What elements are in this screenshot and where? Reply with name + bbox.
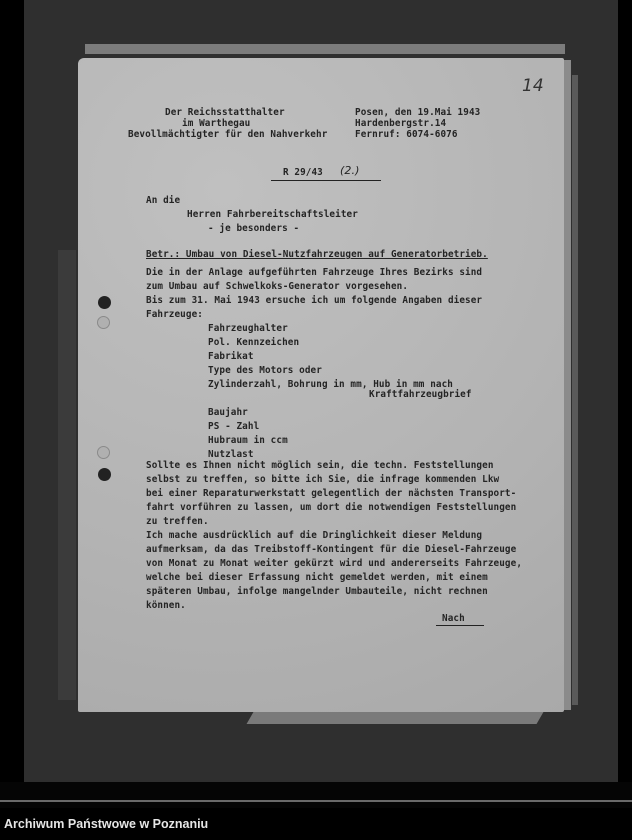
list-item: Fahrzeughalter	[208, 323, 288, 334]
scan-artifact-line	[0, 800, 632, 802]
handwritten-page-number: 14	[522, 76, 544, 96]
list-item: Nutzlast	[208, 449, 254, 460]
sender-line-2: im Warthegau	[182, 118, 251, 129]
list-item: Type des Motors oder	[208, 365, 322, 376]
recipient-line-3: - je besonders -	[208, 223, 300, 234]
page-stack-edge-bottom	[247, 712, 544, 724]
list-item: Zylinderzahl, Bohrung in mm, Hub in mm nach	[208, 379, 453, 390]
document-page	[78, 58, 564, 712]
reference-annotation: (2.)	[340, 164, 360, 177]
punch-hole	[98, 468, 111, 481]
intro-line: Fahrzeuge:	[146, 309, 203, 320]
list-item: Hubraum in ccm	[208, 435, 288, 446]
paragraph2-line: Sollte es Ihnen nicht möglich sein, die techn. Feststellungen	[146, 460, 494, 471]
recipient-line-2: Herren Fahrbereitschaftsleiter	[187, 209, 358, 220]
paragraph2-line: fahrt vorführen zu lassen, um dort die notwendigen Feststellungen	[146, 502, 517, 513]
reference-underline	[271, 180, 381, 181]
archive-watermark: Archiwum Państwowe w Poznaniu	[4, 817, 209, 831]
page-stack-edge-top	[85, 44, 565, 54]
page-stack-edge-right	[563, 60, 571, 710]
place-date: Posen, den 19.Mai 1943	[355, 107, 481, 118]
continuation-marker: Nach	[442, 613, 465, 624]
paragraph3-line: welche bei dieser Erfassung nicht gemeldet werden, mit einem	[146, 572, 488, 583]
sender-line-1: Der Reichsstatthalter	[165, 107, 285, 118]
subject-line: Betr.: Umbau von Diesel-Nutzfahrzeugen auf Generatorbetrieb.	[146, 249, 488, 260]
intro-line: Bis zum 31. Mai 1943 ersuche ich um folgende Angaben dieser	[146, 295, 483, 306]
list-item: Fabrikat	[208, 351, 254, 362]
paragraph2-line: selbst zu treffen, so bitte ich Sie, die infrage kommenden Lkw	[146, 474, 500, 485]
paragraph2-line: zu treffen.	[146, 516, 209, 527]
sender-line-3: Bevollmächtigter für den Nahverkehr	[128, 129, 328, 140]
scan-bottom-band	[0, 782, 632, 808]
paragraph3-line: von Monat zu Monat weiter gekürzt wird und andererseits Fahrzeuge,	[146, 558, 523, 569]
address: Hardenbergstr.14	[355, 118, 447, 129]
list-item-continuation: Kraftfahrzeugbrief	[369, 389, 472, 400]
list-item: Baujahr	[208, 407, 248, 418]
list-item: Pol. Kennzeichen	[208, 337, 300, 348]
page-stack-edge-right-2	[572, 75, 578, 705]
page-stack-edge-left	[58, 250, 76, 700]
continuation-underline	[436, 625, 484, 626]
paragraph3-line: können.	[146, 600, 186, 611]
phone: Fernruf: 6074-6076	[355, 129, 458, 140]
paragraph3-line: aufmerksam, da das Treibstoff-Kontingent für die Diesel-Fahrzeuge	[146, 544, 517, 555]
paragraph3-line: späteren Umbau, infolge mangelnder Umbauteile, nicht rechnen	[146, 586, 488, 597]
paragraph2-line: bei einer Reparaturwerkstatt gelegentlich der nächsten Transport-	[146, 488, 517, 499]
punch-hole	[98, 296, 111, 309]
intro-line: zum Umbau auf Schwelkoks-Generator vorgesehen.	[146, 281, 409, 292]
reference-number: R 29/43	[283, 167, 323, 178]
punch-hole-ring	[97, 316, 110, 329]
punch-hole-ring	[97, 446, 110, 459]
intro-line: Die in der Anlage aufgeführten Fahrzeuge Ihres Bezirks sind	[146, 267, 483, 278]
list-item: PS - Zahl	[208, 421, 260, 432]
recipient-line-1: An die	[146, 195, 181, 206]
paragraph3-line: Ich mache ausdrücklich auf die Dringlichkeit dieser Meldung	[146, 530, 483, 541]
